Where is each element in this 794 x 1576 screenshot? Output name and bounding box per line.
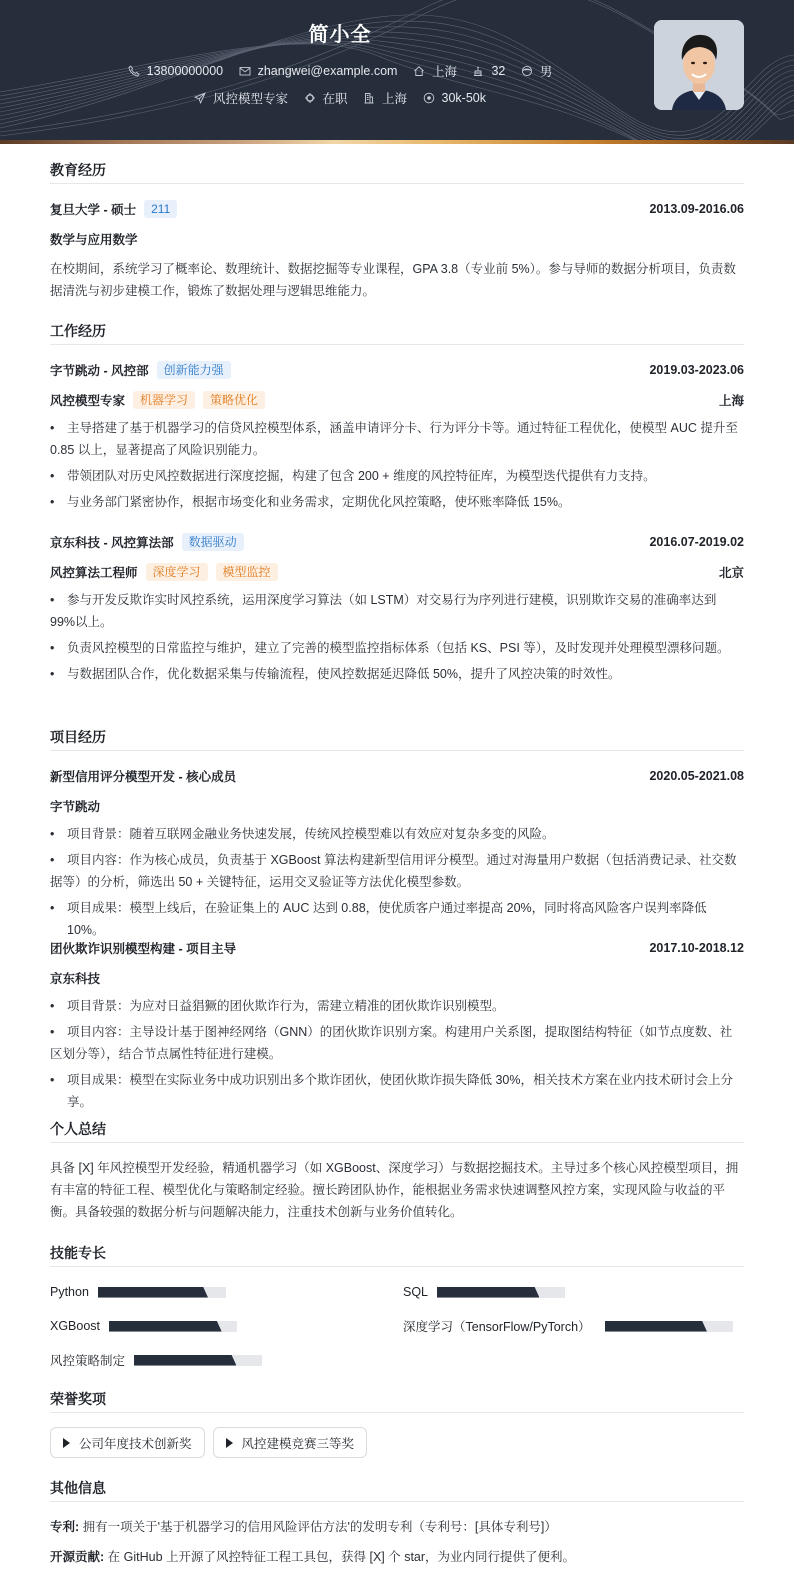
list-item: • 参与开发反欺诈实时风控系统，运用深度学习算法（如 LSTM）对交易行为序列进行建模，识别欺诈交易的准确率达到 99%以上。: [50, 589, 744, 633]
skill-progress-fill: [605, 1321, 707, 1332]
resume-body: [50, 160, 744, 1576]
project-company: 字节跳动: [50, 800, 101, 814]
project-entry: [50, 937, 744, 1113]
work-location: 北京: [718, 566, 744, 580]
list-item: • 项目背景：为应对日益猖獗的团伙欺诈行为，需建立精准的团伙欺诈识别模型。: [50, 995, 744, 1017]
status-icon: [304, 92, 316, 104]
education-section: [50, 160, 744, 321]
skill-progress-fill: [437, 1287, 539, 1298]
project-bullets: [50, 823, 744, 941]
list-item: • 与业务部门紧密协作，根据市场变化和业务需求，定期优化风控策略，使坏账率降低 15%。: [50, 491, 744, 513]
school-name: 复旦大学 - 硕士: [50, 203, 137, 217]
position-title: 风控模型专家: [50, 394, 126, 408]
company-name: 京东科技 - 风控算法部: [50, 536, 174, 550]
skill-label: SQL: [403, 1285, 429, 1299]
section-title: 技能专长: [50, 1243, 744, 1267]
open-source-info: [50, 1546, 744, 1568]
awards-list: [50, 1427, 744, 1458]
project-bullets: [50, 995, 744, 1113]
skill-label: Python: [50, 1285, 89, 1299]
target-city-info: 上海: [363, 89, 407, 107]
company-tag: 创新能力强: [157, 361, 231, 379]
contact-info-row: [0, 62, 680, 80]
skill-tag: 模型监控: [216, 563, 278, 581]
email-info: zhangwei@example.com: [239, 64, 398, 78]
triangle-right-icon: [226, 1438, 233, 1448]
home-icon: [413, 65, 425, 77]
age-icon: [472, 65, 484, 77]
education-date: 2013.09-2016.06: [649, 202, 744, 216]
skill-progress-fill: [109, 1321, 222, 1332]
education-entry-header: [50, 198, 744, 220]
other-label: 专利:: [50, 1520, 80, 1534]
status-info: 在职: [304, 89, 348, 107]
resume-header: [0, 0, 794, 140]
project-date: 2020.05-2021.08: [649, 769, 744, 783]
work-date: 2016.07-2019.02: [649, 535, 744, 549]
section-title: 荣誉奖项: [50, 1389, 744, 1413]
section-title: 项目经历: [50, 727, 744, 751]
position-title: 风控算法工程师: [50, 566, 138, 580]
school-tag: 211: [144, 200, 177, 218]
other-text: 在 GitHub 上开源了风控特征工程工具包，获得 [X] 个 star，为业内同行提供了便利。: [107, 1550, 576, 1564]
list-item: • 项目成果：模型上线后，在验证集上的 AUC 达到 0.88，使优质客户通过率提高 20%，同时将高风险客户误判率降低 10%。: [50, 897, 744, 941]
skill-item: [403, 1281, 744, 1303]
header-accent-bar: [0, 140, 794, 144]
building-icon: [363, 92, 375, 104]
other-text: 拥有一项关于'基于机器学习的信用风险评估方法'的发明专利（专利号：[具体专利号]）: [82, 1520, 557, 1534]
avatar-photo: [654, 20, 744, 110]
other-label: 开源贡献:: [50, 1550, 105, 1564]
project-entry-header: [50, 765, 744, 787]
patent-info: [50, 1516, 744, 1538]
award-item: 风控建模竞赛三等奖: [213, 1427, 368, 1458]
salary-icon: [423, 92, 435, 104]
project-date: 2017.10-2018.12: [649, 941, 744, 955]
list-item: • 项目背景：随着互联网金融业务快速发展，传统风控模型难以有效应对复杂多变的风险。: [50, 823, 744, 845]
work-bullets: [50, 417, 744, 513]
skill-progress-fill: [134, 1355, 236, 1366]
phone-icon: [128, 65, 140, 77]
skill-item: [403, 1315, 744, 1337]
section-title: 工作经历: [50, 321, 744, 345]
skill-progress-bar: [437, 1287, 565, 1298]
candidate-name: 简小全: [308, 24, 372, 46]
project-name: 新型信用评分模型开发 - 核心成员: [50, 770, 237, 784]
work-entry-header: [50, 359, 744, 381]
list-item: • 项目内容：主导设计基于图神经网络（GNN）的团伙欺诈识别方案。构建用户关系图，提取图结构特征（如节点度数、社区划分等），结合节点属性特征进行建模。: [50, 1021, 744, 1065]
project-company: 京东科技: [50, 972, 101, 986]
skill-progress-bar: [605, 1321, 733, 1332]
summary-text: 具备 [X] 年风控模型开发经验，精通机器学习（如 XGBoost、深度学习）与数据挖掘技术。主导过多个核心风控模型项目，拥有丰富的特征工程、模型优化与策略制定经验。擅长跨团队协作，能根据业务需求快速调整风控方案，实现风险与收益的平衡。具备较强的数据分析与问题解决能力，注重技术创新与业务价值转化。: [50, 1161, 739, 1219]
list-item: • 与数据团队合作，优化数据采集与传输流程，使风控数据延迟降低 50%，提升了风控决策的时效性。: [50, 663, 744, 685]
skill-tag: 策略优化: [203, 391, 265, 409]
list-item: • 主导搭建了基于机器学习的信贷风控模型体系，涵盖申请评分卡、行为评分卡等。通过特征工程优化，使模型 AUC 提升至 0.85 以上，显著提高了风险识别能力。: [50, 417, 744, 461]
work-entry: [50, 359, 744, 531]
work-bullets: [50, 589, 744, 685]
list-item: • 项目成果：模型在实际业务中成功识别出多个欺诈团伙，使团伙欺诈损失降低 30%，相关技术方案在业内技术研讨会上分享。: [50, 1069, 744, 1113]
company-name: 字节跳动 - 风控部: [50, 364, 149, 378]
section-title: 其他信息: [50, 1478, 744, 1502]
awards-section: [50, 1389, 744, 1478]
job-info-row: [0, 89, 680, 107]
major: 数学与应用数学: [50, 233, 138, 247]
project-entry: [50, 765, 744, 937]
section-title: 教育经历: [50, 160, 744, 184]
education-major-row: [50, 228, 744, 250]
skills-section: [50, 1243, 744, 1389]
summary-section: [50, 1119, 744, 1243]
skill-tag: 机器学习: [133, 391, 195, 409]
list-item: • 项目内容：作为核心成员，负责基于 XGBoost 算法构建新型信用评分模型。通过对海量用户数据（包括消费记录、社交数据等）的分析，筛选出 50 + 关键特征，运用交叉验证等方法优化模型参数。: [50, 849, 744, 893]
triangle-right-icon: [63, 1438, 70, 1448]
skill-item: [50, 1315, 403, 1337]
skill-progress-bar: [109, 1321, 237, 1332]
section-title: 个人总结: [50, 1119, 744, 1143]
work-section: [50, 321, 744, 727]
skill-label: XGBoost: [50, 1319, 101, 1333]
skill-label: 深度学习（TensorFlow/PyTorch）: [403, 1320, 591, 1334]
mail-icon: [239, 65, 251, 77]
skill-progress-bar: [134, 1355, 262, 1366]
skill-tag: 深度学习: [146, 563, 208, 581]
salary-info: 30k-50k: [423, 91, 486, 105]
skill-item: [50, 1281, 403, 1303]
skill-label: 风控策略制定: [50, 1354, 126, 1368]
work-location: 上海: [718, 394, 744, 408]
skill-progress-fill: [98, 1287, 208, 1298]
work-entry-header: [50, 531, 744, 553]
target-position-info: 风控模型专家: [194, 89, 288, 107]
work-entry: [50, 531, 744, 685]
project-company-row: [50, 795, 744, 817]
list-item: • 带领团队对历史风控数据进行深度挖掘，构建了包含 200 + 维度的风控特征库，为模型迭代提供有力支持。: [50, 465, 744, 487]
skill-item: [50, 1349, 403, 1371]
projects-section: [50, 727, 744, 1119]
gender-info: 男: [521, 62, 553, 80]
award-item: 公司年度技术创新奖: [50, 1427, 205, 1458]
position-row: [50, 561, 744, 583]
project-company-row: [50, 967, 744, 989]
project-name: 团伙欺诈识别模型构建 - 项目主导: [50, 942, 237, 956]
city-info: 上海: [413, 62, 457, 80]
gender-icon: [521, 65, 533, 77]
company-tag: 数据驱动: [182, 533, 244, 551]
list-item: • 负责风控模型的日常监控与维护，建立了完善的模型监控指标体系（包括 KS、PSI 等），及时发现并处理模型漂移问题。: [50, 637, 744, 659]
phone-info: 13800000000: [128, 64, 223, 78]
skills-grid: [50, 1281, 744, 1371]
work-date: 2019.03-2023.06: [649, 363, 744, 377]
age-info: 32: [472, 64, 505, 78]
skill-progress-bar: [98, 1287, 226, 1298]
education-description: 在校期间，系统学习了概率论、数理统计、数据挖掘等专业课程，GPA 3.8（专业前 5%）。参与导师的数据分析项目，负责数据清洗与初步建模工作，锻炼了数据处理与逻辑思维能力。: [50, 262, 736, 298]
position-row: [50, 389, 744, 411]
other-info-section: [50, 1478, 744, 1568]
avatar: [654, 20, 744, 110]
send-icon: [194, 92, 206, 104]
